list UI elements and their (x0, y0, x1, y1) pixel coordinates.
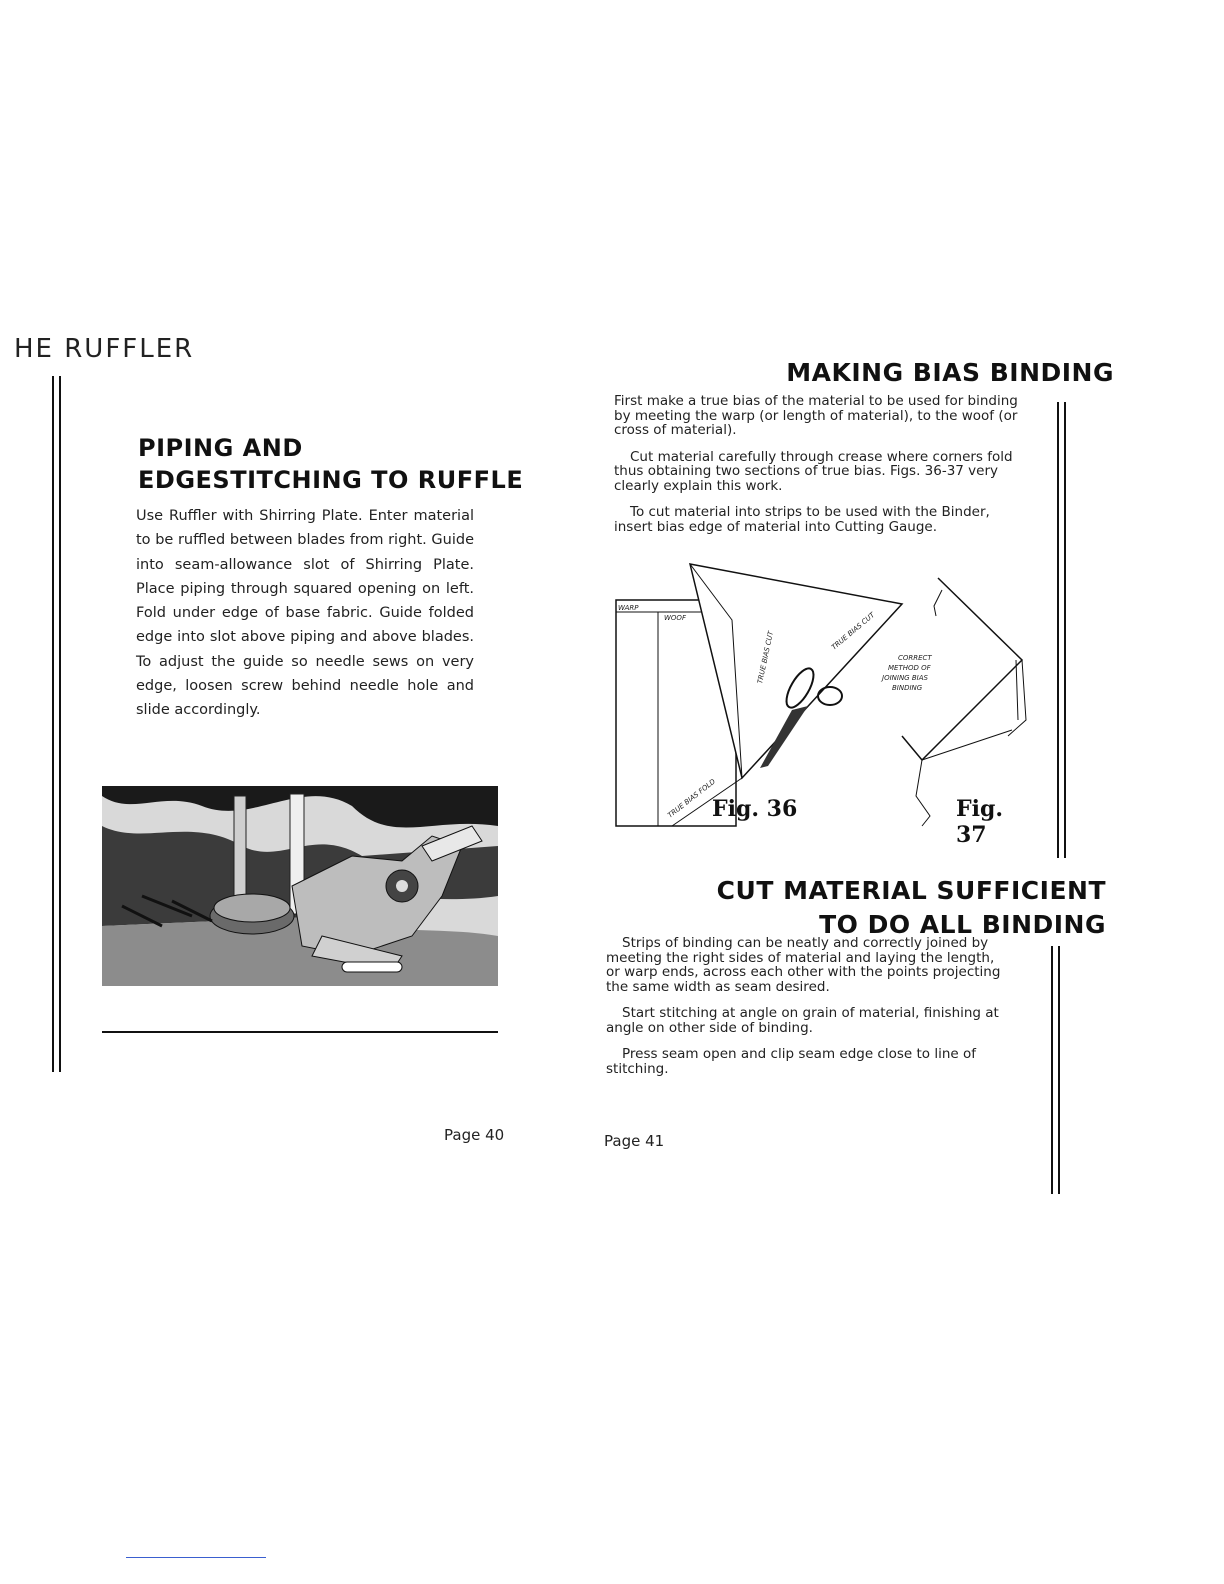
right-margin-rule-upper (1057, 402, 1066, 858)
running-head: HE RUFFLER (14, 334, 195, 364)
left-page-body: Use Ruffler with Shirring Plate. Enter material to be ruffled between blades from right. Guide into seam-allowance slot of Shirring Plate. Place piping through squared opening on left. Fold under edge of base fabric. Guide folded edge into slot above piping and above blades. To adjust the guide so needle sews on very edge, loosen screw behind needle hole and slide accordingly. (136, 508, 474, 719)
cut-material-heading-line1: CUT MATERIAL SUFFICIENT (716, 876, 1106, 905)
bias-paragraph-3: To cut material into strips to be used with the Binder, insert bias edge of material into Cutting Gauge. (614, 504, 990, 535)
correct-method-line-1: CORRECT (898, 654, 932, 662)
right-margin-rule-lower (1051, 946, 1060, 1194)
left-heading-line1: PIPING AND (138, 434, 303, 462)
left-page-heading (138, 432, 523, 496)
correct-method-line-4: BINDING (892, 684, 923, 692)
joining-paragraph-3: Press seam open and clip seam edge close to line of stitching. (606, 1046, 976, 1077)
cut-material-heading-line2: TO DO ALL BINDING (819, 910, 1106, 939)
true-bias-cut-label-2: TRUE BIAS CUT (830, 610, 877, 652)
cut-material-heading (700, 874, 1106, 942)
true-bias-fold-label: TRUE BIAS FOLD (666, 777, 717, 820)
correct-method-line-2: METHOD OF (888, 664, 931, 672)
true-bias-cut-label-1: TRUE BIAS CUT (756, 630, 776, 685)
making-bias-binding-heading: MAKING BIAS BINDING (786, 358, 1114, 387)
fig-36-label: Fig. 36 (712, 796, 798, 822)
ruffler-photo (102, 786, 498, 1034)
right-page-number: Page 41 (604, 1132, 665, 1150)
warp-label: WARP (618, 604, 639, 612)
bias-paragraph-1: First make a true bias of the material to be used for binding by meeting the warp (or length of material), to the woof (or cross of material). (614, 393, 1018, 438)
fig-37-label: Fig. 37 (956, 796, 1004, 848)
bias-binding-text (614, 394, 1022, 546)
woof-label: WOOF (664, 614, 686, 622)
scan-artifact-line (126, 1557, 266, 1558)
joining-paragraph-1: Strips of binding can be neatly and correctly joined by meeting the right sides of material and laying the length, or warp ends, across each other with the points projecting the same width as seam desired. (606, 935, 1001, 995)
bias-figures (612, 560, 1032, 848)
joining-paragraph-2: Start stitching at angle on grain of material, finishing at angle on other side of binding. (606, 1005, 999, 1036)
bias-paragraph-2: Cut material carefully through crease where corners fold thus obtaining two sections of true bias. Figs. 36-37 very clearly explain this work. (614, 448, 1013, 494)
left-margin-rule (52, 376, 61, 1072)
joining-binding-text (606, 936, 1010, 1088)
left-heading-line2: EDGESTITCHING TO RUFFLE (138, 466, 524, 494)
left-page-number: Page 40 (444, 1126, 505, 1144)
correct-method-line-3: JOINING BIAS (882, 674, 928, 682)
